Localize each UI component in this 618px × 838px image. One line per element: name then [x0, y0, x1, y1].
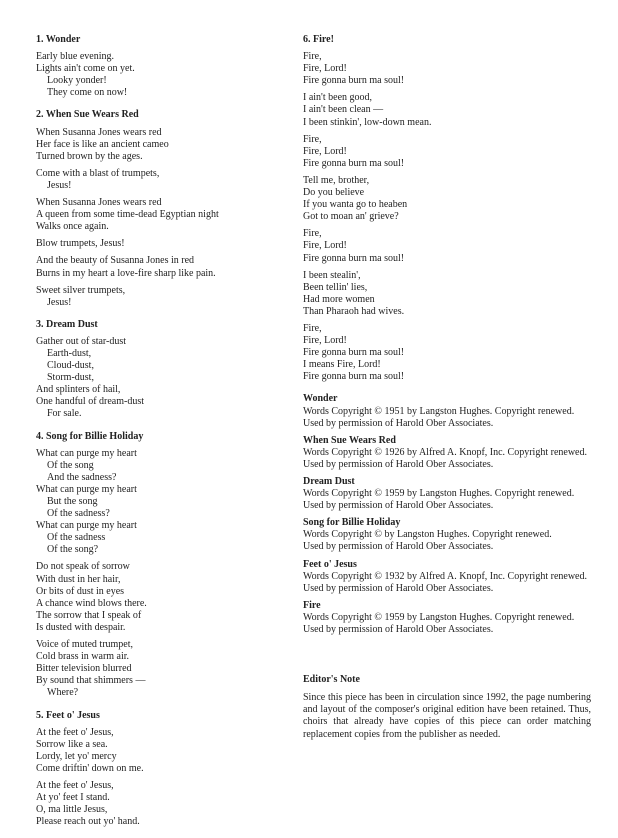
- poem-line: By sound that shimmers —: [36, 675, 146, 687]
- poem-line: A queen from some time-dead Egyptian night: [36, 209, 219, 221]
- poem-line: Bitter television blurred: [36, 663, 132, 675]
- credit-line: Used by permission of Harold Ober Associates.: [303, 541, 494, 553]
- poem-title: 3. Dream Dust: [36, 318, 98, 330]
- poem-line: Than Pharaoh had wives.: [303, 305, 405, 317]
- left-column: [36, 34, 286, 838]
- stanza: [303, 323, 591, 383]
- poem-line: Got to moan an' grieve?: [303, 211, 399, 223]
- credit-title: Fire: [303, 599, 321, 611]
- poem-line: Fire,: [303, 51, 322, 63]
- credit-line: Words Copyright © by Langston Hughes. Copyright renewed.: [303, 529, 552, 541]
- poem-line: And splinters of hail,: [36, 384, 121, 396]
- poem-line: Fire gonna burn ma soul!: [303, 75, 405, 87]
- poem-line: Fire,: [303, 228, 322, 240]
- poem-line: Lights ain't come on yet.: [36, 63, 135, 75]
- editor-note-title: Editor's Note: [303, 674, 360, 686]
- poem-line: Early blue evening.: [36, 51, 115, 63]
- poem-line: Do you believe: [303, 187, 365, 199]
- poem: [36, 431, 286, 700]
- poem-line: Fire gonna burn ma soul!: [303, 371, 405, 383]
- credit-line: Used by permission of Harold Ober Associates.: [303, 417, 494, 429]
- poem: [36, 710, 286, 829]
- credit-line: Used by permission of Harold Ober Associates.: [303, 582, 494, 594]
- poem-line: They come on now!: [47, 87, 128, 99]
- poem-line: Fire, Lord!: [303, 240, 347, 252]
- poem-line: Burns in my heart a love-fire sharp like pain.: [36, 267, 216, 279]
- poem-line: For sale.: [47, 408, 82, 420]
- editor-note: [303, 674, 591, 740]
- poem-line: Or bits of dust in eyes: [36, 585, 125, 597]
- poem-line: Jesus!: [47, 179, 72, 191]
- right-column: [303, 34, 591, 741]
- poem-line: At yo' feet I stand.: [36, 792, 110, 804]
- credit-entry: [303, 476, 591, 512]
- poem-line: Fire gonna burn ma soul!: [303, 157, 405, 169]
- credit-line: Words Copyright © 1951 by Langston Hughes. Copyright renewed.: [303, 405, 575, 417]
- stanza: [303, 175, 591, 223]
- editor-note-body: Since this piece has been in circulation since 1992, the page numbering and layout of the composer's original edition have been retained. Thus, choirs that already have copies of this piece can order matching replacement copies from the publisher as needed.: [303, 692, 591, 740]
- poem-line: Fire, Lord!: [303, 335, 347, 347]
- poem-line: What can purge my heart: [36, 520, 137, 532]
- stanza: [36, 51, 286, 99]
- poem-line: Fire,: [303, 133, 322, 145]
- poem-line: Of the song?: [47, 544, 99, 556]
- poem-line: Walks once again.: [36, 221, 109, 233]
- poem-line: And the sadness?: [47, 471, 117, 483]
- poem-line: Earth-dust,: [47, 347, 92, 359]
- poem-line: Of the sadness?: [47, 508, 110, 520]
- poem-line: Been tellin' lies,: [303, 281, 368, 293]
- stanza: [36, 448, 286, 557]
- poem-title: 2. When Sue Wears Red: [36, 109, 139, 121]
- poem-line: I been stealin',: [303, 269, 361, 281]
- poem-line: Fire gonna burn ma soul!: [303, 252, 405, 264]
- poem-line: Gather out of star-dust: [36, 335, 127, 347]
- stanza: [303, 228, 591, 264]
- credits-section: [303, 393, 591, 636]
- poem: [303, 34, 591, 383]
- poem-title: 1. Wonder: [36, 34, 81, 45]
- credit-entry: [303, 600, 591, 636]
- poem-line: I ain't been good,: [303, 92, 373, 104]
- stanza: [36, 727, 286, 775]
- credit-line: Words Copyright © 1932 by Alfred A. Knopf, Inc. Copyright renewed.: [303, 570, 587, 582]
- poem-line: Fire, Lord!: [303, 63, 347, 75]
- poem-line: Lordy, let yo' mercy: [36, 750, 117, 762]
- right-poems: [303, 34, 591, 383]
- poem-title: 5. Feet o' Jesus: [36, 709, 100, 721]
- stanza: [36, 336, 286, 421]
- poem-line: The sorrow that I speak of: [36, 609, 142, 621]
- poem-line: O, ma little Jesus,: [36, 804, 108, 816]
- credit-title: Song for Billie Holiday: [303, 517, 401, 529]
- poem-line: When Susanna Jones wears red: [36, 197, 162, 209]
- poem-line: Come driftin' down on me.: [36, 762, 144, 774]
- credit-entry: [303, 393, 591, 429]
- credit-title: Feet o' Jesus: [303, 558, 357, 570]
- poem-line: At the feet o' Jesus,: [36, 779, 114, 791]
- poem: [36, 34, 286, 99]
- poem-line: Of the song: [47, 459, 94, 471]
- credit-title: Wonder: [303, 393, 338, 405]
- credit-entry: [303, 435, 591, 471]
- poem: [36, 319, 286, 421]
- poem-line: What can purge my heart: [36, 447, 137, 459]
- poem-line: What can purge my heart: [36, 483, 137, 495]
- stanza: [36, 168, 286, 192]
- poem-line: Jesus!: [47, 296, 72, 308]
- stanza: [36, 561, 286, 634]
- poem-line: Fire, Lord!: [303, 145, 347, 157]
- credit-entry: [303, 517, 591, 553]
- stanza: [36, 780, 286, 828]
- credit-line: Used by permission of Harold Ober Associates.: [303, 458, 494, 470]
- poem-line: Voice of muted trumpet,: [36, 639, 134, 651]
- poem-line: I means Fire, Lord!: [303, 359, 381, 371]
- poem-line: Come with a blast of trumpets,: [36, 167, 160, 179]
- stanza: [303, 270, 591, 318]
- poem-line: Turned brown by the ages.: [36, 150, 143, 162]
- poem-line: Fire gonna burn ma soul!: [303, 347, 405, 359]
- poem-line: I been stinkin', low-down mean.: [303, 116, 432, 128]
- poem-line: Looky yonder!: [47, 75, 107, 87]
- credit-line: Used by permission of Harold Ober Associates.: [303, 624, 494, 636]
- poem-line: Please reach out yo' hand.: [36, 816, 140, 828]
- poem-line: One handful of dream-dust: [36, 396, 145, 408]
- poem-line: If you wanta go to heaben: [303, 199, 408, 211]
- credit-entry: [303, 559, 591, 595]
- poem-line: I ain't been clean —: [303, 104, 384, 116]
- credit-line: Words Copyright © 1926 by Alfred A. Knopf, Inc. Copyright renewed.: [303, 446, 587, 458]
- poem-line: But the song: [47, 496, 98, 507]
- poem-line: Do not speak of sorrow: [36, 561, 130, 573]
- poem-line: Storm-dust,: [47, 372, 94, 384]
- poem-line: A chance wind blows there.: [36, 597, 147, 609]
- stanza: [303, 134, 591, 170]
- stanza: [36, 639, 286, 699]
- poem-title: 4. Song for Billie Holiday: [36, 430, 144, 442]
- poem-line: Blow trumpets, Jesus!: [36, 238, 125, 250]
- stanza: [36, 127, 286, 163]
- poem-line: Cold brass in warm air.: [36, 651, 130, 663]
- stanza: [36, 255, 286, 279]
- credit-line: Words Copyright © 1959 by Langston Hughes. Copyright renewed.: [303, 488, 575, 500]
- poem-line: Of the sadness: [47, 532, 106, 544]
- credit-line: Used by permission of Harold Ober Associates.: [303, 500, 494, 512]
- poem-line: Cloud-dust,: [47, 360, 94, 372]
- stanza: [303, 51, 591, 87]
- poem-line: With dust in her hair,: [36, 573, 121, 585]
- poem-line: Fire,: [303, 322, 322, 334]
- poem-line: Had more women: [303, 293, 375, 305]
- poem-line: Tell me, brother,: [303, 174, 370, 186]
- poem-line: Sorrow like a sea.: [36, 738, 108, 750]
- poem-line: Where?: [47, 687, 79, 699]
- poem-title: 6. Fire!: [303, 34, 334, 45]
- poem-line: And the beauty of Susanna Jones in red: [36, 255, 195, 267]
- credit-line: Words Copyright © 1959 by Langston Hughes. Copyright renewed.: [303, 611, 575, 623]
- stanza: [36, 238, 286, 250]
- poem-line: Her face is like an ancient cameo: [36, 138, 169, 150]
- credit-title: When Sue Wears Red: [303, 434, 396, 446]
- poem-line: Sweet silver trumpets,: [36, 284, 126, 296]
- credit-title: Dream Dust: [303, 476, 355, 487]
- stanza: [36, 285, 286, 309]
- stanza: [36, 197, 286, 233]
- poem-line: When Susanna Jones wears red: [36, 126, 162, 138]
- poem-line: At the feet o' Jesus,: [36, 726, 114, 738]
- poem: [36, 109, 286, 308]
- poem-line: Is dusted with despair.: [36, 621, 126, 633]
- stanza: [303, 92, 591, 128]
